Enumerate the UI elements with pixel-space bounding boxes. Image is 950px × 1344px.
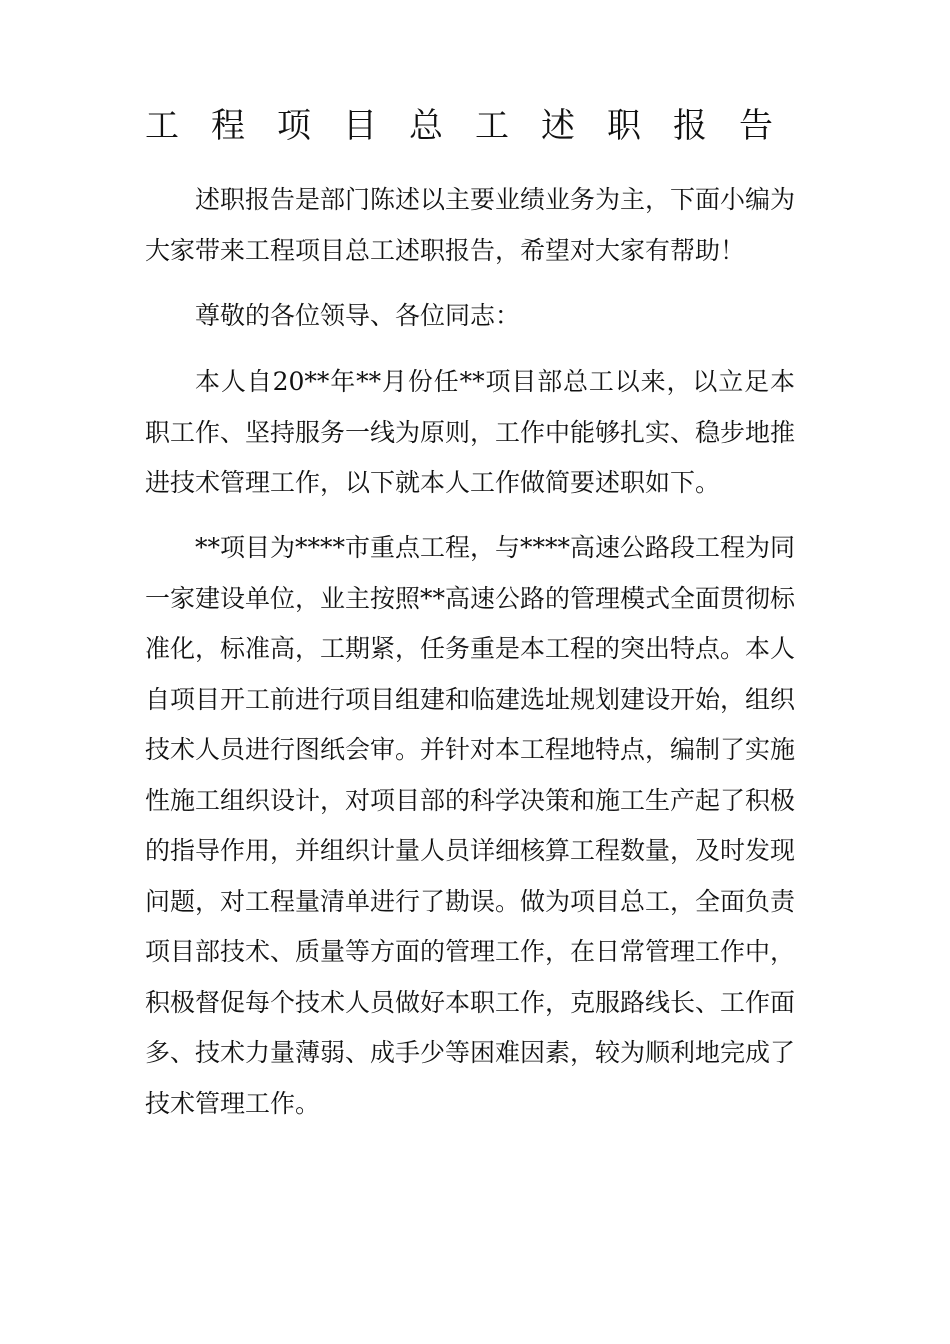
intro-paragraph: 述职报告是部门陈述以主要业绩业务为主，下面小编为大家带来工程项目总工述职报告，希望对大家有帮助！: [145, 185, 796, 265]
salutation-paragraph: 尊敬的各位领导、各位同志：: [195, 301, 521, 330]
body-paragraph-2: **项目为****市重点工程，与****高速公路段工程为同一家建设单位，业主按照**高速公路的管理模式全面贯彻标准化，标准高，工期紧，任务重是本工程的突出特点。本人自项目开工前进行项目组建和临建选址规划建设开始，组织技术人员进行图纸会审。并针对本工程地特点，编制了实施性施工组织设计，对项目部的科学决策和施工生产起了积极的指导作用，并组织计量人员详细核算工程数量，及时发现问题，对工程量清单进行了勘误。做为项目总工，全面负责项目部技术、质量等方面的管理工作，在日常管理工作中，积极督促每个技术人员做好本职工作，克服路线长、工作面多、技术力量薄弱、成手少等困难因素，较为顺利地完成了技术管理工作。: [145, 533, 796, 1118]
body-paragraph-1: 本人自20**年**月份任**项目部总工以来，以立足本职工作、坚持服务一线为原则，工作中能够扎实、稳步地推进技术管理工作，以下就本人工作做简要述职如下。: [145, 367, 796, 497]
document-title: 工程项目总工述职报告: [145, 106, 805, 146]
